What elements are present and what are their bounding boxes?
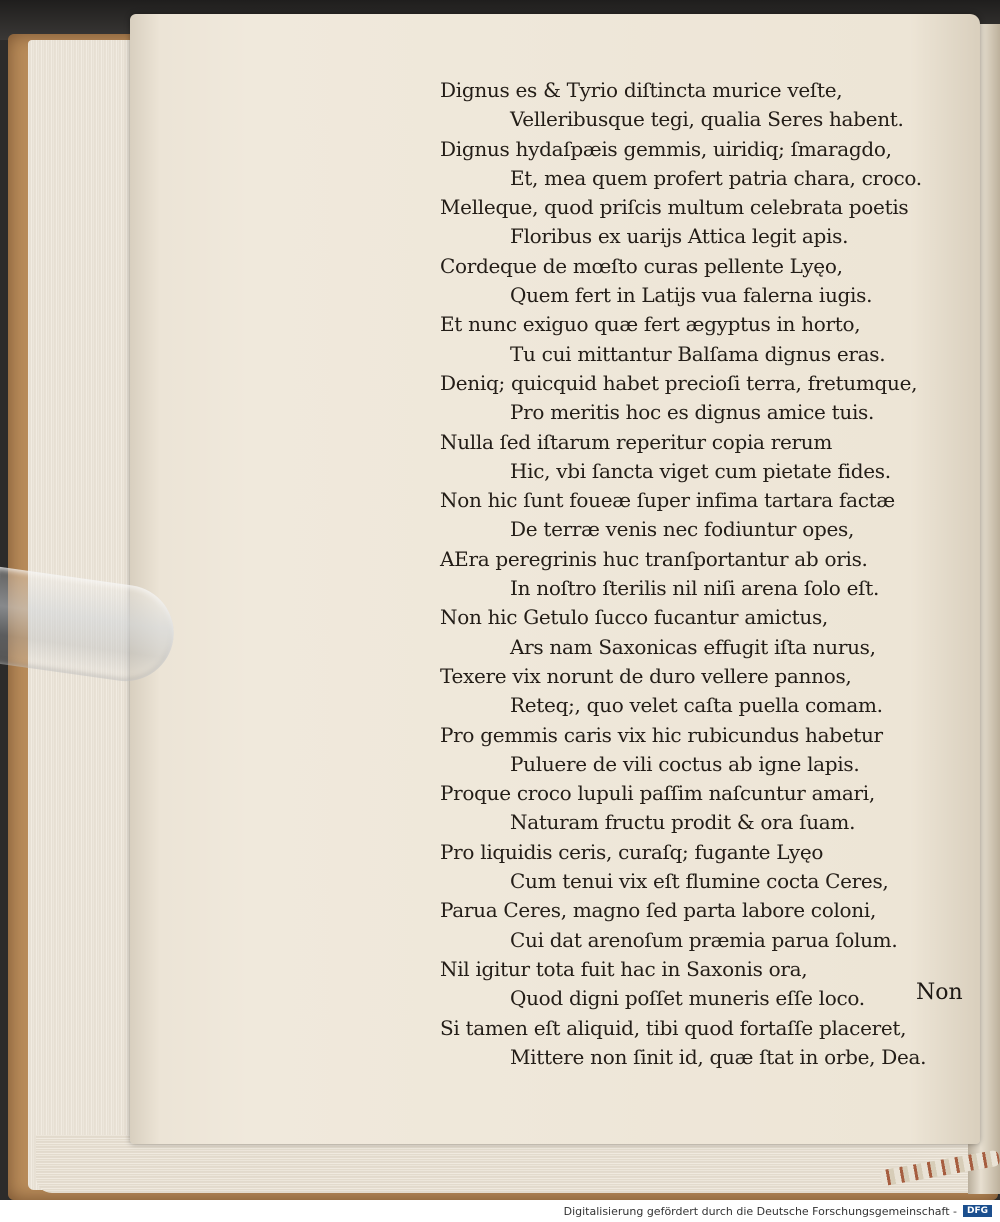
verse-line: Texere vix norunt de duro vellere pannos,	[440, 663, 852, 688]
dfg-logo: DFG	[963, 1205, 992, 1217]
verse-line: In noſtro ſterilis nil niſi arena ſolo eſt.	[510, 576, 880, 601]
verse-line: Reteq;, quo velet caſta puella comam.	[510, 693, 883, 718]
verse-line: Pro gemmis caris vix hic rubicundus habetur	[440, 722, 883, 747]
verse-line: Cordeque de mœſto curas pellente Lyęo,	[440, 253, 843, 278]
digitization-footer	[0, 1200, 1000, 1222]
verse-line: Pro meritis hoc es dignus amice tuis.	[510, 400, 875, 425]
verse-line: Si tamen eſt aliquid, tibi quod fortaſſe placeret,	[440, 1015, 907, 1040]
verse-line: Pro liquidis ceris, curaſq; fugante Lyęo	[440, 839, 824, 864]
verse-line: Non hic Getulo ſucco fucantur amictus,	[440, 605, 828, 630]
verse-line: Proque croco lupuli paſſim naſcuntur amari,	[440, 781, 875, 806]
verse-line: Floribus ex uarijs Attica legit apis.	[510, 224, 849, 249]
verse-line: AEra peregrinis huc tranſportantur ab oris.	[440, 546, 868, 571]
verse-line: Hic, vbi ſancta viget cum pietate fides.	[510, 458, 891, 483]
verse-line: Quem fert in Latijs vua falerna iugis.	[510, 283, 873, 308]
verse-line: De terræ venis nec fodiuntur opes,	[510, 517, 855, 542]
verse-line: Nulla ſed iſtarum reperitur copia rerum	[440, 429, 833, 454]
verse-line: Et nunc exiguo quæ fert ægyptus in horto,	[440, 312, 861, 337]
verse-line: Ars nam Saxonicas effugit iſta nurus,	[510, 634, 876, 659]
verse-line: Et, mea quem profert patria chara, croco.	[510, 165, 922, 190]
catchword: Non	[916, 980, 963, 1005]
verse-line: Non hic ſunt foueæ ſuper infima tartara factæ	[440, 488, 895, 513]
verse-line: Dignus es & Tyrio diſtincta murice veſte,	[440, 78, 843, 102]
verse-line: Nil igitur tota fuit hac in Saxonis ora,	[440, 956, 808, 981]
poem-text	[440, 76, 970, 1072]
verse-line: Velleribusque tegi, qualia Seres habent.	[510, 107, 904, 132]
verse-line: Melleque, quod priſcis multum celebrata poetis	[440, 195, 909, 220]
verse-line: Naturam fructu prodit & ora ſuam.	[510, 810, 856, 835]
verse-line: Cui dat arenoſum præmia parua ſolum.	[510, 927, 898, 952]
verse-line: Deniq; quicquid habet precioſi terra, fretumque,	[440, 370, 918, 395]
verse-line: Parua Ceres, magno ſed parta labore coloni,	[440, 898, 877, 923]
verse-line: Dignus hydaſpæis gemmis, uiridiq; ſmaragdo,	[440, 136, 892, 161]
verse-line: Tu cui mittantur Balſama dignus eras.	[510, 341, 886, 366]
verse-line: Cum tenui vix eſt flumine cocta Ceres,	[510, 869, 889, 894]
verse-line: Quod digni poſſet muneris eſſe loco.	[510, 986, 865, 1011]
footer-credit: Digitalisierung gefördert durch die Deutsche Forschungsgemeinschaft -	[563, 1204, 957, 1218]
verse-line: Mittere non ſinit id, quæ ſtat in orbe, Dea.	[510, 1044, 927, 1069]
verse-line: Puluere de vili coctus ab igne lapis.	[510, 751, 860, 776]
